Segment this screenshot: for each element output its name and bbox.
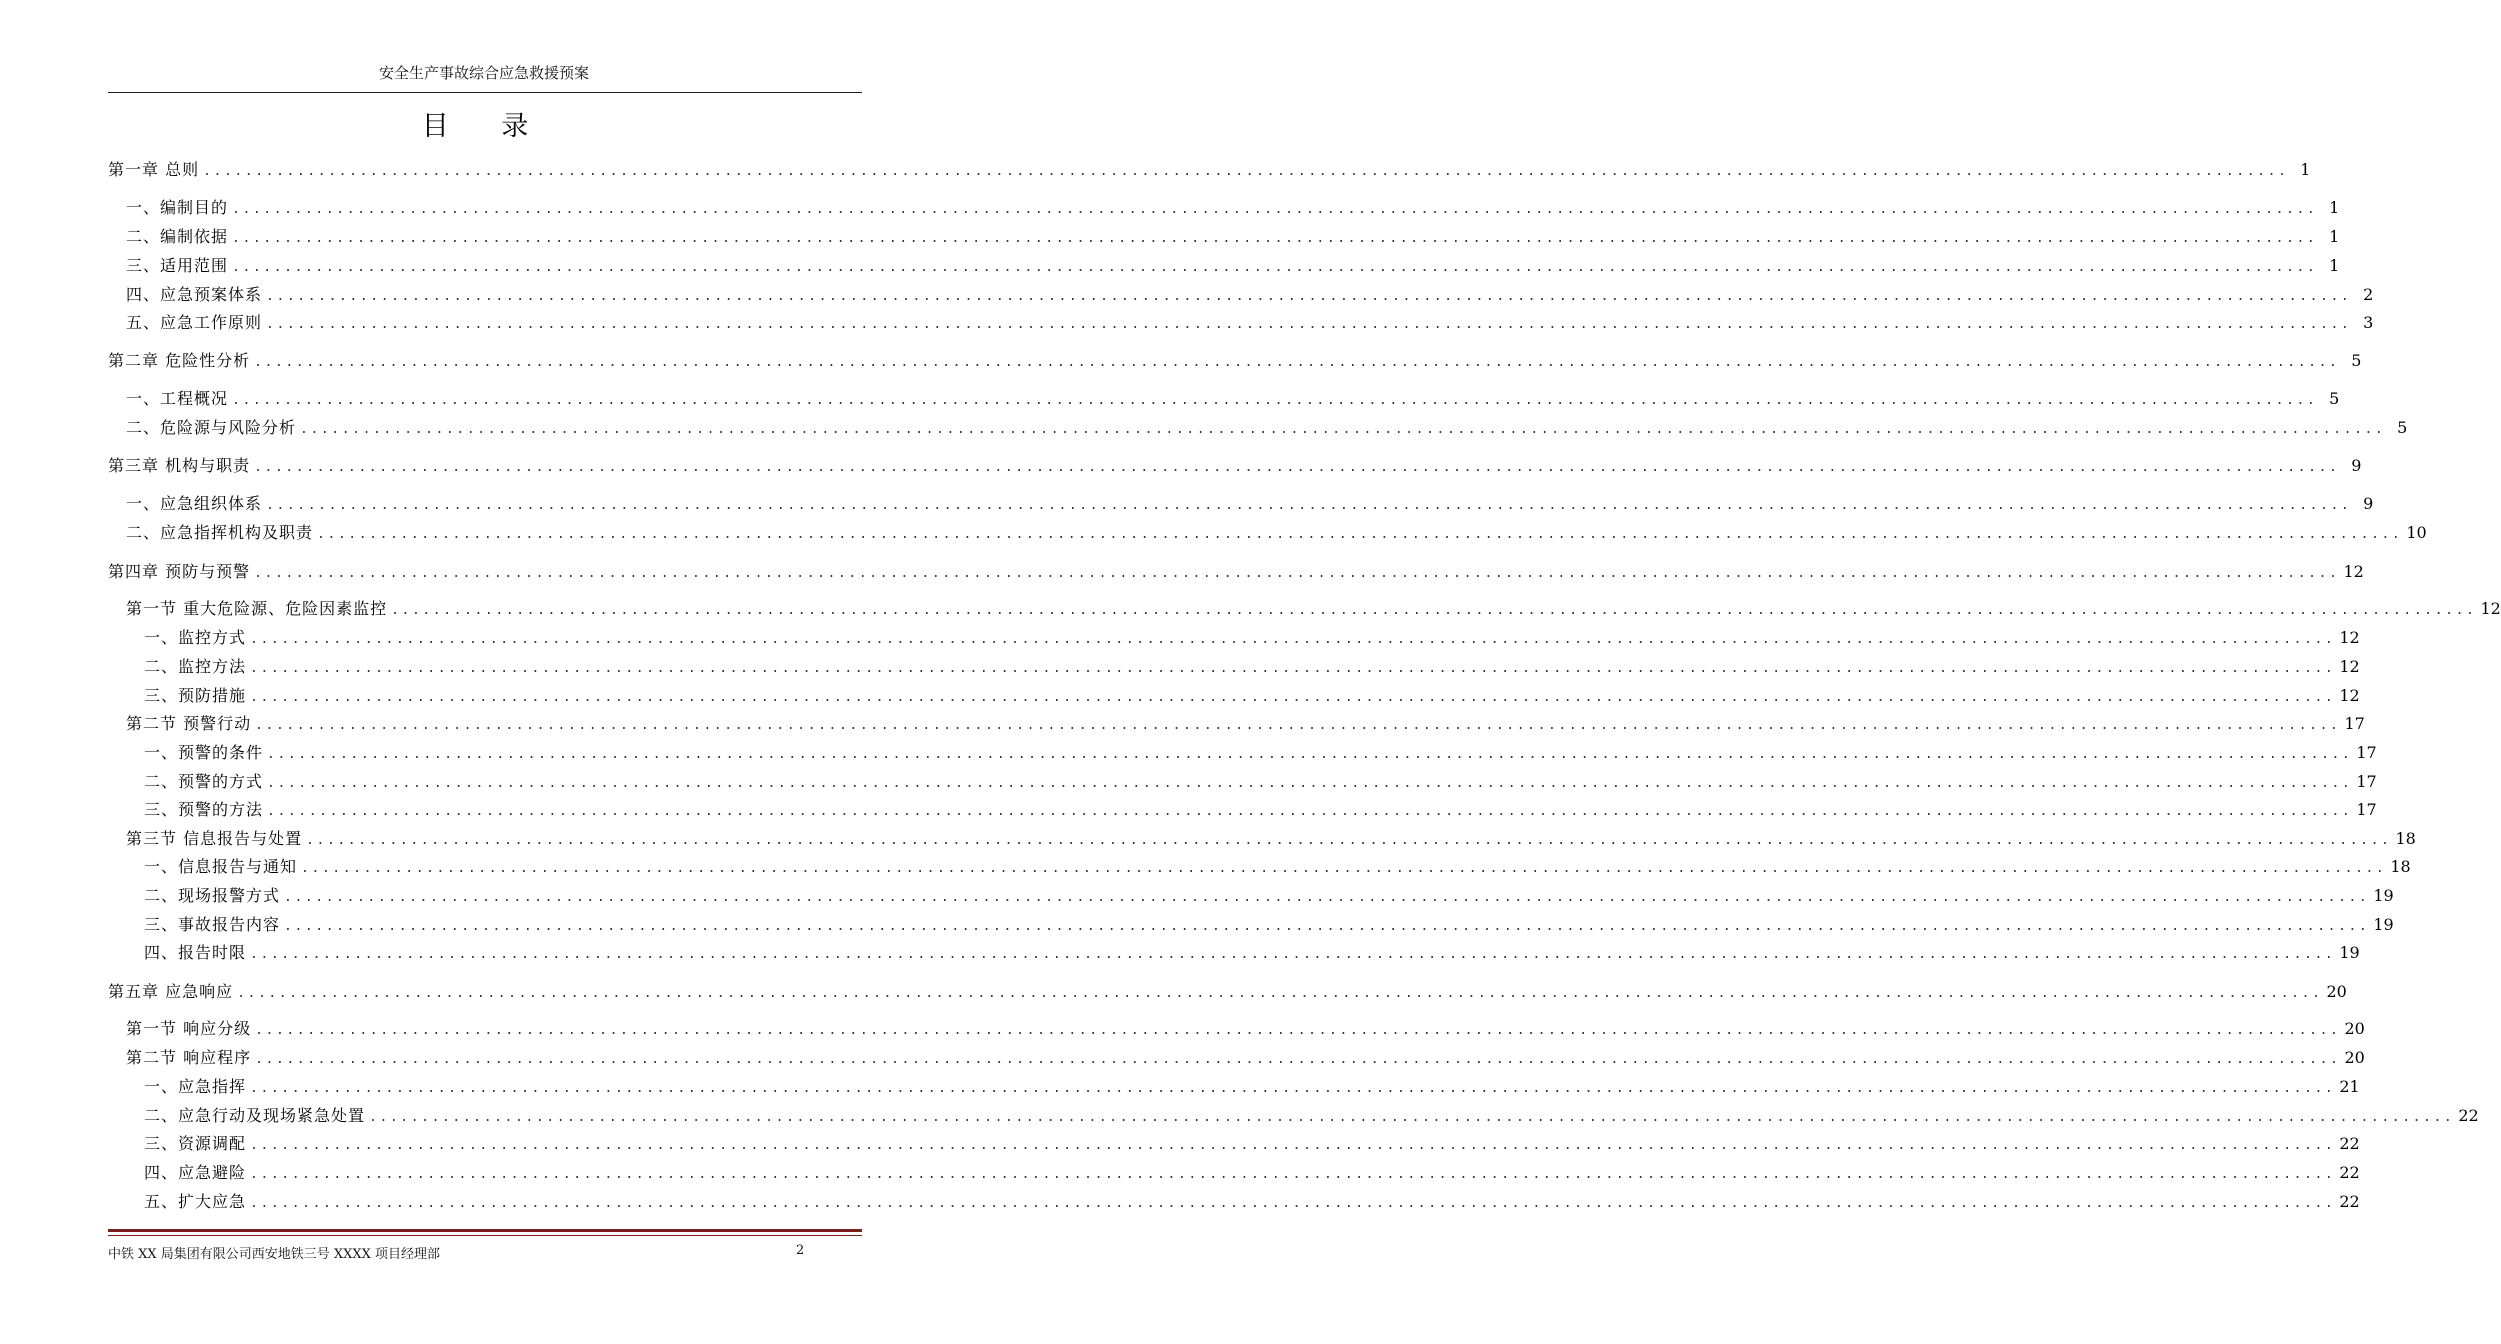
page-header-title: 安全生产事故综合应急救援预案 [378,64,589,82]
toc-entry-label: 二、预警的方式 [144,772,264,791]
toc-entry-label: 第二章 危险性分析 [108,351,251,370]
toc-item-entry[interactable] [126,388,2340,412]
toc-item-entry[interactable] [126,226,2340,250]
toc-dot-leader: ........................................................................................................................................................................................................ [237,986,2323,1001]
toc-dot-leader: ........................................................................................................................................................................................................ [250,947,2336,962]
toc-entry-label: 一、预警的条件 [144,743,264,762]
toc-item-entry[interactable] [144,1076,2360,1100]
toc-dot-leader: ........................................................................................................................................................................................................ [232,202,2318,217]
toc-entry-page-number: 2 [2363,285,2374,304]
toc-entry-page-number: 20 [2344,1019,2365,1038]
toc-entry-page-number: 12 [2339,686,2360,705]
toc-entry-label: 五、扩大应急 [144,1192,247,1211]
toc-entry-label: 第四章 预防与预警 [108,562,251,581]
toc-dot-leader: ........................................................................................................................................................................................................ [266,498,2352,513]
toc-entry-label: 二、现场报警方式 [144,886,281,905]
toc-dot-leader: ........................................................................................................................................................................................................ [306,833,2392,848]
toc-entry-page-number: 12 [2339,657,2360,676]
toc-section-entry[interactable] [126,828,2416,852]
toc-item-entry[interactable] [144,1105,2479,1129]
toc-dot-leader: ........................................................................................................................................................................................................ [369,1110,2455,1125]
toc-item-entry[interactable] [144,685,2360,709]
toc-item-entry[interactable] [144,856,2411,880]
toc-item-entry[interactable] [126,312,2374,336]
toc-entry-label: 三、预警的方法 [144,800,264,819]
toc-dot-leader: ........................................................................................................................................................................................................ [255,1052,2341,1067]
toc-entry-label: 四、报告时限 [144,943,247,962]
toc-entry-page-number: 3 [2363,313,2374,332]
toc-entry-page-number: 17 [2356,800,2377,819]
toc-entry-page-number: 22 [2339,1134,2360,1153]
toc-entry-page-number: 9 [2363,494,2374,513]
toc-entry-label: 一、应急指挥 [144,1077,247,1096]
toc-section-entry[interactable] [126,713,2365,737]
toc-dot-leader: ........................................................................................................................................................................................................ [284,919,2370,934]
toc-dot-leader: ........................................................................................................................................................................................................ [250,661,2336,676]
toc-dot-leader: ........................................................................................................................................................................................................ [317,527,2403,542]
toc-item-entry[interactable] [126,284,2374,308]
toc-entry-page-number: 1 [2329,256,2340,275]
toc-dot-leader: ........................................................................................................................................................................................................ [250,1138,2336,1153]
toc-entry-page-number: 12 [2343,562,2364,581]
toc-entry-page-number: 17 [2344,714,2365,733]
toc-entry-page-number: 22 [2339,1163,2360,1182]
toc-entry-label: 第三节 信息报告与处置 [126,829,303,848]
toc-item-entry[interactable] [144,1133,2360,1157]
toc-entry-page-number: 12 [2339,628,2360,647]
toc-item-entry[interactable] [144,627,2360,651]
toc-entry-label: 一、编制目的 [126,198,229,217]
toc-chapter-entry[interactable] [108,455,2362,479]
toc-dot-leader: ........................................................................................................................................................................................................ [255,1023,2341,1038]
toc-entry-page-number: 1 [2300,160,2311,179]
toc-entry-label: 二、编制依据 [126,227,229,246]
toc-entry-label: 第一节 重大危险源、危险因素监控 [126,599,388,618]
toc-entry-label: 一、监控方式 [144,628,247,647]
toc-title: 目 录 [421,111,551,142]
toc-entry-label: 四、应急预案体系 [126,285,263,304]
toc-section-entry[interactable] [126,1047,2365,1071]
toc-dot-leader: ........................................................................................................................................................................................................ [391,603,2477,618]
toc-chapter-entry[interactable] [108,981,2347,1005]
toc-dot-leader: ........................................................................................................................................................................................................ [232,393,2318,408]
toc-section-entry[interactable] [126,598,2501,622]
toc-dot-leader: ........................................................................................................................................................................................................ [255,718,2341,733]
toc-chapter-entry[interactable] [108,159,2311,183]
toc-item-entry[interactable] [126,522,2427,546]
toc-entry-label: 第五章 应急响应 [108,982,234,1001]
footer-divider-thin [108,1235,862,1236]
toc-entry-page-number: 12 [2480,599,2501,618]
toc-item-entry[interactable] [144,656,2360,680]
toc-entry-label: 二、监控方法 [144,657,247,676]
toc-item-entry[interactable] [144,1162,2360,1186]
toc-entry-page-number: 22 [2458,1106,2479,1125]
toc-entry-label: 五、应急工作原则 [126,313,263,332]
toc-dot-leader: ........................................................................................................................................................................................................ [232,231,2318,246]
footer-page-number: 2 [796,1243,805,1258]
toc-entry-label: 第二节 响应程序 [126,1048,252,1067]
toc-entry-label: 第三章 机构与职责 [108,456,251,475]
toc-item-entry[interactable] [126,197,2340,221]
toc-entry-page-number: 18 [2390,857,2411,876]
toc-dot-leader: ........................................................................................................................................................................................................ [266,317,2352,332]
header-divider [108,92,862,93]
toc-entry-label: 一、信息报告与通知 [144,857,298,876]
toc-item-entry[interactable] [144,799,2377,823]
footer-organization: 中铁 XX 局集团有限公司西安地铁三号 XXXX 项目经理部 [108,1247,441,1262]
toc-entry-label: 第二节 预警行动 [126,714,252,733]
toc-entry-label: 四、应急避险 [144,1163,247,1182]
toc-entry-page-number: 1 [2329,227,2340,246]
toc-dot-leader: ........................................................................................................................................................................................................ [266,289,2352,304]
toc-dot-leader: ........................................................................................................................................................................................................ [250,1196,2336,1211]
toc-dot-leader: ........................................................................................................................................................................................................ [250,1167,2336,1182]
toc-dot-leader: ........................................................................................................................................................................................................ [203,164,2289,179]
toc-item-entry[interactable] [144,742,2377,766]
toc-entry-page-number: 9 [2351,456,2362,475]
toc-entry-page-number: 20 [2326,982,2347,1001]
toc-entry-page-number: 20 [2344,1048,2365,1067]
toc-entry-label: 第一章 总则 [108,160,200,179]
toc-item-entry[interactable] [126,493,2374,517]
toc-entry-label: 二、应急指挥机构及职责 [126,523,314,542]
toc-entry-label: 二、应急行动及现场紧急处置 [144,1106,366,1125]
toc-dot-leader: ........................................................................................................................................................................................................ [301,861,2387,876]
toc-dot-leader: ........................................................................................................................................................................................................ [284,890,2370,905]
toc-entry-page-number: 22 [2339,1192,2360,1211]
toc-entry-page-number: 21 [2339,1077,2360,1096]
toc-item-entry[interactable] [126,255,2340,279]
toc-entry-label: 三、资源调配 [144,1134,247,1153]
toc-item-entry[interactable] [144,771,2377,795]
toc-dot-leader: ........................................................................................................................................................................................................ [300,422,2386,437]
toc-entry-label: 一、工程概况 [126,389,229,408]
toc-entry-page-number: 17 [2356,772,2377,791]
toc-dot-leader: ........................................................................................................................................................................................................ [250,632,2336,647]
toc-item-entry[interactable] [126,417,2408,441]
toc-entry-label: 第一节 响应分级 [126,1019,252,1038]
toc-dot-leader: ........................................................................................................................................................................................................ [250,690,2336,705]
toc-item-entry[interactable] [144,1191,2360,1215]
toc-item-entry[interactable] [144,885,2394,909]
footer-divider-thick [108,1229,862,1232]
toc-entry-page-number: 5 [2351,351,2362,370]
toc-dot-leader: ........................................................................................................................................................................................................ [267,804,2353,819]
toc-entry-label: 三、适用范围 [126,256,229,275]
toc-chapter-entry[interactable] [108,350,2362,374]
toc-dot-leader: ........................................................................................................................................................................................................ [267,776,2353,791]
toc-entry-page-number: 19 [2339,943,2360,962]
toc-entry-page-number: 19 [2373,886,2394,905]
toc-dot-leader: ........................................................................................................................................................................................................ [232,260,2318,275]
toc-dot-leader: ........................................................................................................................................................................................................ [250,1081,2336,1096]
toc-dot-leader: ........................................................................................................................................................................................................ [254,355,2340,370]
toc-entry-label: 一、应急组织体系 [126,494,263,513]
toc-entry-page-number: 1 [2329,198,2340,217]
toc-entry-label: 二、危险源与风险分析 [126,418,297,437]
toc-chapter-entry[interactable] [108,561,2364,585]
toc-entry-label: 三、预防措施 [144,686,247,705]
toc-item-entry[interactable] [144,914,2394,938]
toc-section-entry[interactable] [126,1018,2365,1042]
toc-item-entry[interactable] [144,942,2360,966]
toc-entry-page-number: 18 [2395,829,2416,848]
toc-dot-leader: ........................................................................................................................................................................................................ [254,460,2340,475]
toc-entry-page-number: 5 [2397,418,2408,437]
toc-entry-page-number: 10 [2406,523,2427,542]
toc-entry-page-number: 17 [2356,743,2377,762]
toc-entry-page-number: 19 [2373,915,2394,934]
toc-dot-leader: ........................................................................................................................................................................................................ [267,747,2353,762]
toc-entry-label: 三、事故报告内容 [144,915,281,934]
toc-dot-leader: ........................................................................................................................................................................................................ [254,566,2340,581]
toc-entry-page-number: 5 [2329,389,2340,408]
